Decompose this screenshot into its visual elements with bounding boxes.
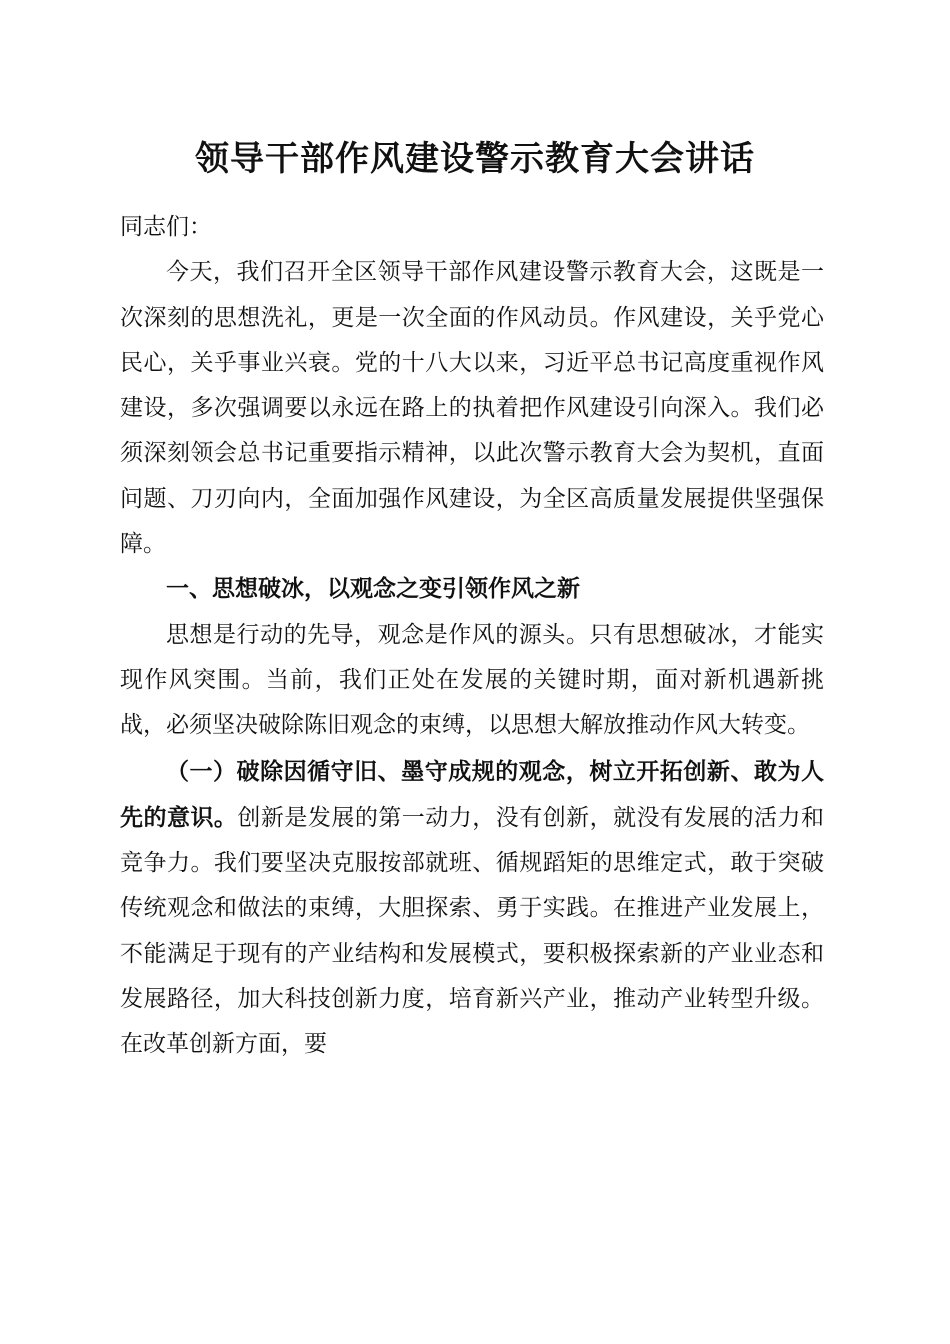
- document-title: 领导干部作风建设警示教育大会讲话: [195, 139, 755, 179]
- document-body: [120, 205, 824, 1068]
- intro-paragraph: 今天，我们召开全区领导干部作风建设警示教育大会，这既是一次深刻的思想洗礼，更是一次全面的作风动员。作风建设，关乎党心民心，关乎事业兴衰。党的十八大以来，习近平总书记高度重视作风建设，多次强调要以永远在路上的执着把作风建设引向深入。我们必须深刻领会总书记重要指示精神，以此次警示教育大会为契机，直面问题、刀刃向内，全面加强作风建设，为全区高质量发展提供坚强保障。: [120, 259, 824, 558]
- section-1-paragraph: 思想是行动的先导，观念是作风的源头。只有思想破冰，才能实现作风突围。当前，我们正处在发展的关键时期，面对新机遇新挑战，必须坚决破除陈旧观念的束缚，以思想大解放推动作风大转变。: [120, 621, 824, 739]
- salutation: 同志们：: [120, 214, 212, 240]
- subsection-1-lead: （一）破除因循守旧、墨守成规的观念，树立开拓创新、敢为人先的意识。: [120, 757, 824, 831]
- subsection-1-paragraph: [120, 749, 824, 1068]
- subsection-1-text: 创新是发展的第一动力，没有创新，就没有发展的活力和竞争力。我们要坚决克服按部就班、循规蹈矩的思维定式，敢于突破传统观念和做法的束缚，大胆探索、勇于实践。在推进产业发展上，不能满足于现有的产业结构和发展模式，要积极探索新的产业业态和发展路径，加大科技创新力度，培育新兴产业，推动产业转型升级。在改革创新方面，要: [120, 804, 825, 1058]
- section-heading-1: 一、思想破冰，以观念之变引领作风之新: [166, 576, 580, 603]
